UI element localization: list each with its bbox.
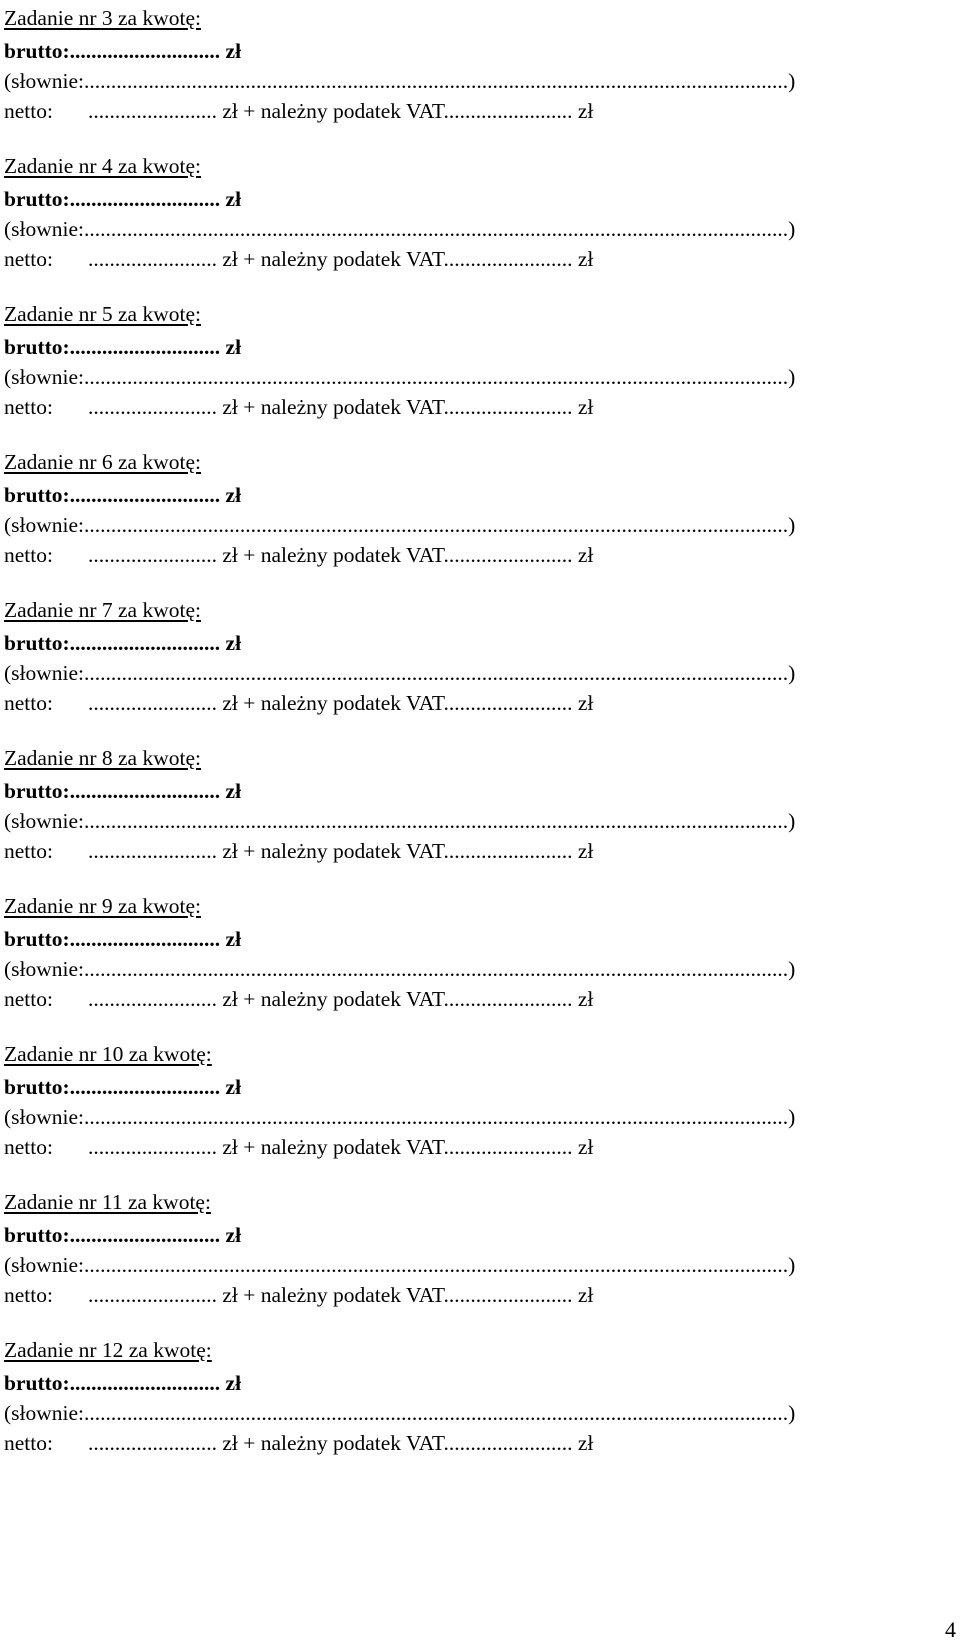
- brutto-line: brutto:............................ zł: [4, 1075, 242, 1099]
- task-heading: [4, 888, 956, 924]
- netto-vat-text: ........................ zł + należny podatek VAT........................ zł: [88, 395, 594, 419]
- brutto-line: brutto:............................ zł: [4, 335, 242, 359]
- brutto-line: brutto:............................ zł: [4, 1371, 242, 1395]
- task-heading-text: Zadanie nr 4 za kwotę:: [4, 154, 201, 178]
- slownie-text: (słownie:...................................................................................................................................): [4, 217, 796, 241]
- netto-vat-text: ........................ zł + należny podatek VAT........................ zł: [88, 99, 594, 123]
- task-heading: [4, 740, 956, 776]
- task-heading: [4, 444, 956, 480]
- netto-line: [4, 1132, 956, 1162]
- task-block: [4, 0, 956, 148]
- netto-line: [4, 984, 956, 1014]
- slownie-text: (słownie:...................................................................................................................................): [4, 365, 796, 389]
- netto-label: netto:: [4, 987, 53, 1011]
- netto-vat-text: ........................ zł + należny podatek VAT........................ zł: [88, 1431, 594, 1455]
- slownie-text: (słownie:...................................................................................................................................): [4, 957, 796, 981]
- netto-label: netto:: [4, 1135, 53, 1159]
- slownie-text: (słownie:...................................................................................................................................): [4, 69, 796, 93]
- slownie-line: [4, 510, 956, 540]
- slownie-text: (słownie:...................................................................................................................................): [4, 809, 796, 833]
- netto-line: [4, 540, 956, 570]
- netto-vat-text: ........................ zł + należny podatek VAT........................ zł: [88, 1283, 594, 1307]
- page-number: 4: [945, 1617, 956, 1642]
- netto-label: netto:: [4, 691, 53, 715]
- netto-label: netto:: [4, 1431, 53, 1455]
- slownie-text: (słownie:...................................................................................................................................): [4, 513, 796, 537]
- netto-line: [4, 1280, 956, 1310]
- netto-line: [4, 1428, 956, 1458]
- task-block: [4, 592, 956, 740]
- netto-line: [4, 244, 956, 274]
- netto-line: [4, 836, 956, 866]
- task-block: [4, 296, 956, 444]
- netto-label: netto:: [4, 395, 53, 419]
- netto-line: [4, 96, 956, 126]
- netto-vat-text: ........................ zł + należny podatek VAT........................ zł: [88, 839, 594, 863]
- task-heading-text: Zadanie nr 3 za kwotę:: [4, 6, 201, 30]
- netto-label: netto:: [4, 247, 53, 271]
- task-heading-text: Zadanie nr 7 za kwotę:: [4, 598, 201, 622]
- form-page: [4, 0, 956, 1480]
- task-block: [4, 740, 956, 888]
- brutto-line: brutto:............................ zł: [4, 1223, 242, 1247]
- task-heading: [4, 0, 956, 36]
- task-block: [4, 888, 956, 1036]
- brutto-line: brutto:............................ zł: [4, 631, 242, 655]
- slownie-line: [4, 1250, 956, 1280]
- task-heading-text: Zadanie nr 8 za kwotę:: [4, 746, 201, 770]
- brutto-line: brutto:............................ zł: [4, 187, 242, 211]
- task-heading-text: Zadanie nr 6 za kwotę:: [4, 450, 201, 474]
- slownie-line: [4, 66, 956, 96]
- slownie-text: (słownie:...................................................................................................................................): [4, 661, 796, 685]
- slownie-line: [4, 806, 956, 836]
- task-heading-text: Zadanie nr 11 za kwotę:: [4, 1190, 211, 1214]
- task-block: [4, 444, 956, 592]
- task-block: [4, 1332, 956, 1480]
- netto-line: [4, 392, 956, 422]
- slownie-line: [4, 214, 956, 244]
- task-block: [4, 1184, 956, 1332]
- netto-vat-text: ........................ zł + należny podatek VAT........................ zł: [88, 247, 594, 271]
- netto-vat-text: ........................ zł + należny podatek VAT........................ zł: [88, 1135, 594, 1159]
- netto-label: netto:: [4, 839, 53, 863]
- brutto-line: brutto:............................ zł: [4, 483, 242, 507]
- task-heading-text: Zadanie nr 9 za kwotę:: [4, 894, 201, 918]
- task-heading-text: Zadanie nr 10 za kwotę:: [4, 1042, 212, 1066]
- netto-vat-text: ........................ zł + należny podatek VAT........................ zł: [88, 691, 594, 715]
- slownie-line: [4, 362, 956, 392]
- slownie-text: (słownie:...................................................................................................................................): [4, 1401, 796, 1425]
- slownie-line: [4, 1398, 956, 1428]
- brutto-line: brutto:............................ zł: [4, 927, 242, 951]
- slownie-text: (słownie:...................................................................................................................................): [4, 1253, 796, 1277]
- task-block: [4, 1036, 956, 1184]
- netto-label: netto:: [4, 99, 53, 123]
- netto-vat-text: ........................ zł + należny podatek VAT........................ zł: [88, 987, 594, 1011]
- netto-label: netto:: [4, 1283, 53, 1307]
- task-block: [4, 148, 956, 296]
- netto-vat-text: ........................ zł + należny podatek VAT........................ zł: [88, 543, 594, 567]
- task-heading: [4, 1332, 956, 1368]
- brutto-line: brutto:............................ zł: [4, 779, 242, 803]
- netto-label: netto:: [4, 543, 53, 567]
- task-heading: [4, 1184, 956, 1220]
- task-heading-text: Zadanie nr 5 za kwotę:: [4, 302, 201, 326]
- task-heading: [4, 1036, 956, 1072]
- slownie-text: (słownie:...................................................................................................................................): [4, 1105, 796, 1129]
- slownie-line: [4, 658, 956, 688]
- slownie-line: [4, 954, 956, 984]
- slownie-line: [4, 1102, 956, 1132]
- task-heading: [4, 592, 956, 628]
- netto-line: [4, 688, 956, 718]
- task-heading: [4, 296, 956, 332]
- task-heading-text: Zadanie nr 12 za kwotę:: [4, 1338, 212, 1362]
- task-heading: [4, 148, 956, 184]
- brutto-line: brutto:............................ zł: [4, 39, 242, 63]
